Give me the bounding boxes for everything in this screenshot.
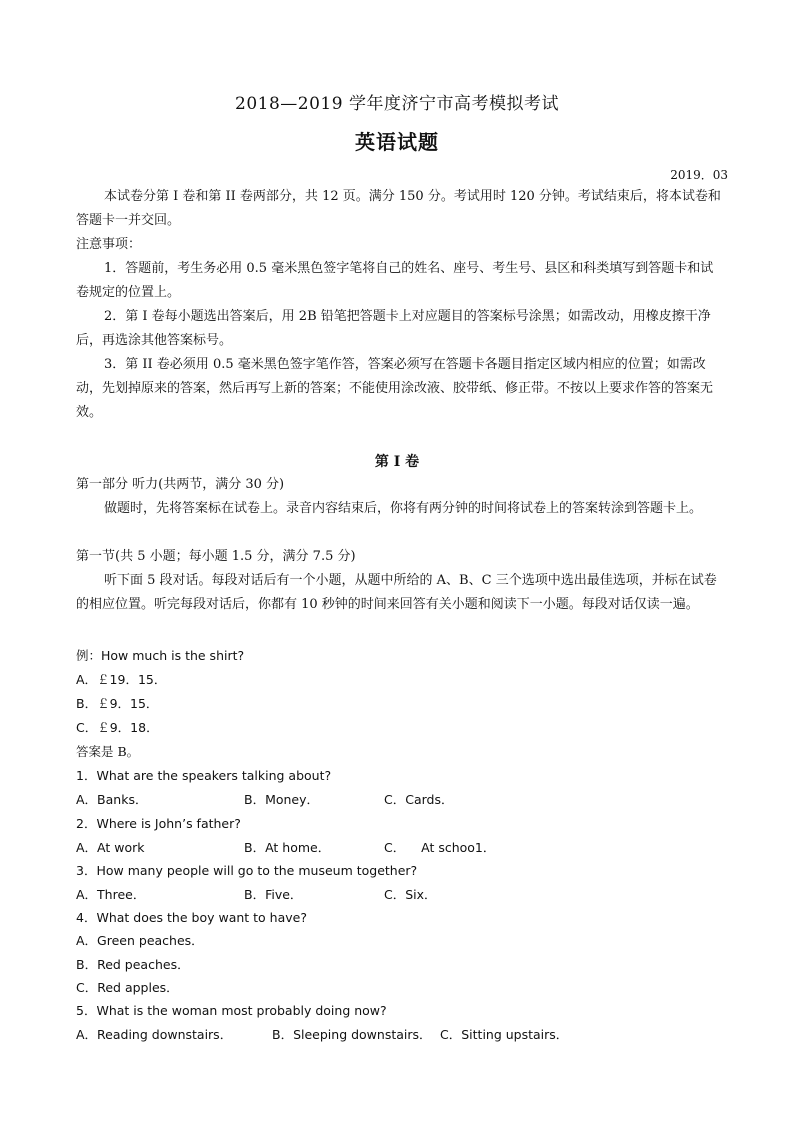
note-1: 1．答题前，考生务必用 0.5 毫米黑色签字笔将自己的姓名、座号、考生号、县区和科类填写到答题卡和试卷规定的位置上。 [76,261,714,300]
question-4-option-a: A．Green peaches． [76,933,204,948]
question-3-stem: 3．How many people will go to the museum together? [76,863,418,878]
question-1-stem: 1．What are the speakers talking about? [76,768,332,783]
intro-paragraph: 本试卷分第 I 卷和第 II 卷两部分，共 12 页。满分 150 分。考试用时 120 分钟。考试结束后，将本试卷和答题卡一并交回。 [76,189,721,228]
question-1-option-b: B．Money． [244,792,320,807]
part1-title: 第一部分 听力(共两节，满分 30 分) [76,477,285,492]
example-question: 例：How much is the shirt? [76,648,245,663]
question-3-option-c: C．Six． [384,887,437,902]
question-1-option-c: C．Cards． [384,792,454,807]
exam-title: 2018—2019 学年度济宁市高考模拟考试 [235,94,559,114]
question-3-option-a: A．Three． [76,887,146,902]
note-3: 3．第 II 卷必须用 0.5 毫米黑色签字笔作答，答案必须写在答题卡各题目指定区域内相应的位置；如需改动，先划掉原来的答案，然后再写上新的答案；不能使用涂改液、胶带纸、修正带。不按以上要求作答的答案无效。 [76,357,714,420]
question-4-stem: 4．What does the boy want to have? [76,910,307,925]
question-4-option-b: B．Red peaches． [76,957,190,972]
example-answer: 答案是 B。 [76,744,140,759]
example-option-b: B．￡9．15． [76,696,159,711]
question-5-option-b: B．Sleeping downstairs． [272,1027,432,1042]
question-5-option-a: A．Reading downstairs． [76,1027,233,1042]
question-2-option-a: A．At work [76,840,145,855]
section1-instructions: 听下面 5 段对话。每段对话后有一个小题，从题中所给的 A、B、C 三个选项中选出最佳选项，并标在试卷的相应位置。听完每段对话后，你都有 10 秒钟的时间来回答有关小题和阅读下一小题。每段对话仅读一遍。 [76,573,717,612]
question-2-stem: 2．Where is John’s father? [76,816,241,831]
question-3-option-b: B．Five． [244,887,303,902]
question-5-stem: 5．What is the woman most probably doing now? [76,1003,387,1018]
question-2-option-c: C． At schoo1． [384,840,496,855]
question-4-option-c: C．Red apples． [76,980,179,995]
section1-title: 第一节(共 5 小题；每小题 1.5 分，满分 7.5 分) [76,549,356,564]
example-option-a: A．￡19．15． [76,672,167,687]
exam-date: 2019．03 [670,168,728,182]
part1-instructions: 做题时，先将答案标在试卷上。录音内容结束后，你将有两分钟的时间将试卷上的答案转涂到答题卡上。 [104,501,703,516]
notes-heading: 注意事项： [76,237,142,252]
note-2: 2．第 I 卷每小题选出答案后，用 2B 铅笔把答题卡上对应题目的答案标号涂黑；如需改动，用橡皮擦干净后，再选涂其他答案标号。 [76,309,711,348]
example-option-c: C．￡9．18． [76,720,159,735]
subject-title: 英语试题 [355,130,439,154]
question-5-option-c: C．Sitting upstairs． [440,1027,569,1042]
question-2-option-b: B．At home． [244,840,331,855]
volume-title: 第 I 卷 [374,454,420,470]
question-1-option-a: A．Banks． [76,792,148,807]
